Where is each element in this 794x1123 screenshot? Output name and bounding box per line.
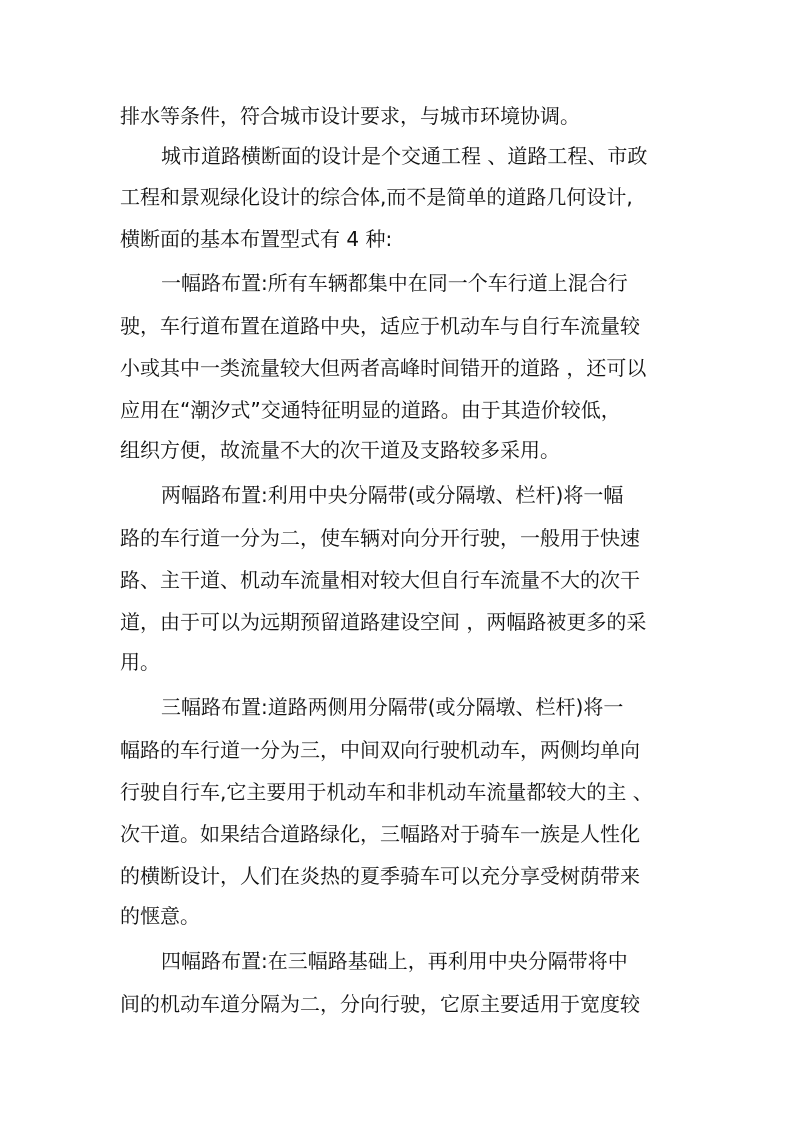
text-line: 次干道。如果结合道路绿化，三幅路对于骑车一族是人性化 bbox=[120, 822, 640, 846]
text-line: 小或其中一类流量较大但两者高峰时间错开的道路 ，还可以 bbox=[120, 356, 647, 380]
text-line: 应用在“潮汐式”交通特征明显的道路。由于其造价较低， bbox=[120, 398, 621, 422]
text-line: 工程和景观绿化设计的综合体,而不是简单的道路几何设计, bbox=[120, 185, 633, 209]
text-line: 用。 bbox=[120, 650, 160, 674]
text-line: 三幅路布置:道路两侧用分隔带(或分隔墩、栏杆)将一 bbox=[161, 695, 624, 719]
text-line: 间的机动车道分隔为二，分向行驶，它原主要适用于宽度较 bbox=[120, 992, 640, 1016]
text-line: 行驶自行车,它主要用于机动车和非机动车流量都较大的主 、 bbox=[120, 780, 653, 804]
text-line: 的惬意。 bbox=[120, 904, 200, 928]
text-line: 城市道路横断面的设计是个交通工程 、道路工程、市政 bbox=[161, 144, 648, 168]
text-line: 组织方便，故流量不大的次干道及支路较多采用。 bbox=[120, 438, 560, 462]
text-line: 一幅路布置:所有车辆都集中在同一个车行道上混合行 bbox=[161, 271, 628, 295]
text-line: 驶，车行道布置在道路中央，适应于机动车与自行车流量较 bbox=[120, 314, 640, 338]
text-line: 的横断设计，人们在炎热的夏季骑车可以充分享受树荫带来 bbox=[120, 864, 640, 888]
text-line: 道，由于可以为远期预留道路建设空间 ，两幅路被更多的采 bbox=[120, 610, 647, 634]
text-line: 四幅路布置:在三幅路基础上，再利用中央分隔带将中 bbox=[161, 949, 628, 973]
text-line: 两幅路布置:利用中央分隔带(或分隔墩、栏杆)将一幅 bbox=[161, 483, 624, 507]
text-line: 路的车行道一分为二，使车辆对向分开行驶，一般用于快速 bbox=[120, 526, 640, 550]
text-line: 路、主干道、机动车流量相对较大但自行车流量不大的次干 bbox=[120, 568, 640, 592]
text-line: 排水等条件，符合城市设计要求，与城市环境协调。 bbox=[120, 104, 580, 128]
text-line: 横断面的基本布置型式有 4 种: bbox=[120, 227, 393, 251]
text-line: 幅路的车行道一分为三，中间双向行驶机动车，两侧均单向 bbox=[120, 738, 640, 762]
